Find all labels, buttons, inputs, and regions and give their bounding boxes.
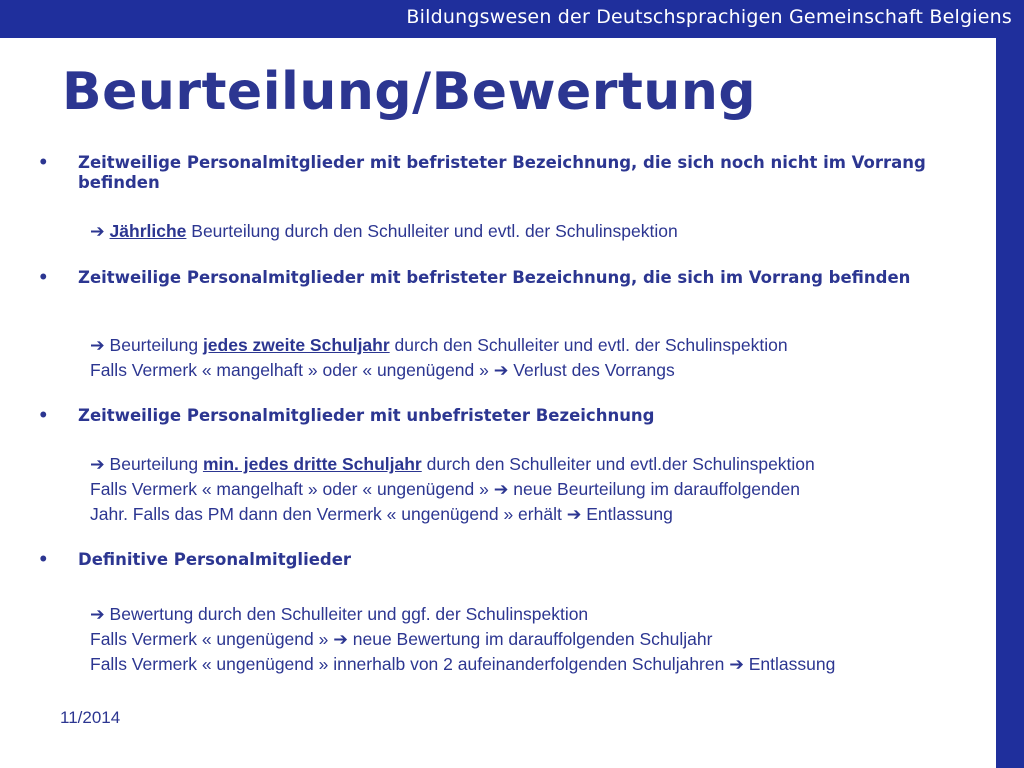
bullet-detail <box>90 333 970 383</box>
bullet-detail <box>90 219 970 244</box>
emphasis-text: jedes zweite Schuljahr <box>202 335 390 355</box>
bullet-item <box>38 550 966 570</box>
bullet-heading: Zeitweilige Personalmitglieder mit befristeter Bezeichnung, die sich noch nicht im Vorrang befinden <box>78 153 926 192</box>
bullet-detail <box>90 452 970 527</box>
detail-line: Falls Vermerk « mangelhaft » oder « ungenügend » ➔ neue Beurteilung im darauffolgenden <box>90 479 800 500</box>
emphasis-text: min. jedes dritte Schuljahr <box>202 454 422 474</box>
arrow-right-icon: ➔ <box>566 505 582 525</box>
arrow-right-icon: ➔ <box>90 222 105 242</box>
bullet-detail <box>90 602 970 677</box>
header-organization: Bildungswesen der Deutschsprachigen Gemeinschaft Belgiens <box>406 6 1012 28</box>
arrow-right-icon: ➔ <box>493 480 509 500</box>
bullet-marker: • <box>38 406 49 425</box>
bullet-marker: • <box>38 153 49 172</box>
arrow-right-icon: ➔ <box>333 630 348 650</box>
arrow-right-icon: ➔ <box>90 336 105 356</box>
slide-title: Beurteilung/Bewertung <box>62 62 757 122</box>
bullet-heading: Definitive Personalmitglieder <box>78 550 352 569</box>
arrow-right-icon: ➔ <box>90 455 105 475</box>
bullet-item <box>38 406 966 426</box>
detail-line: Falls Vermerk « ungenügend » ➔ neue Bewertung im darauffolgenden Schuljahr <box>90 629 713 650</box>
detail-line: Jahr. Falls das PM dann den Vermerk « ungenügend » erhält ➔ Entlassung <box>90 504 673 525</box>
right-side-bar <box>996 38 1024 768</box>
bullet-item <box>38 268 966 288</box>
arrow-right-icon: ➔ <box>729 655 744 675</box>
bullet-marker: • <box>38 550 49 569</box>
detail-line: Falls Vermerk « ungenügend » innerhalb von 2 aufeinanderfolgenden Schuljahren ➔ Entlassung <box>90 654 836 675</box>
footer-date: 11/2014 <box>60 708 121 727</box>
bullet-heading: Zeitweilige Personalmitglieder mit unbefristeter Bezeichnung <box>78 406 655 425</box>
bullet-item <box>38 153 966 193</box>
arrow-right-icon: ➔ <box>90 605 105 625</box>
detail-line: ➔ Beurteilung jedes zweite Schuljahr durch den Schulleiter und evtl. der Schulinspektion <box>90 335 788 356</box>
detail-line: ➔ Beurteilung min. jedes dritte Schuljahr durch den Schulleiter und evtl.der Schulinspektion <box>90 454 815 475</box>
bullet-marker: • <box>38 268 49 287</box>
bullet-heading: Zeitweilige Personalmitglieder mit befristeter Bezeichnung, die sich im Vorrang befinden <box>78 268 911 287</box>
arrow-right-icon: ➔ <box>493 361 509 381</box>
emphasis-text: Jährliche <box>109 221 187 241</box>
detail-line: ➔ Bewertung durch den Schulleiter und ggf. der Schulinspektion <box>90 604 589 625</box>
detail-line: Falls Vermerk « mangelhaft » oder « ungenügend » ➔ Verlust des Vorrangs <box>90 360 675 381</box>
detail-line: ➔ Jährliche Beurteilung durch den Schulleiter und evtl. der Schulinspektion <box>90 221 678 242</box>
